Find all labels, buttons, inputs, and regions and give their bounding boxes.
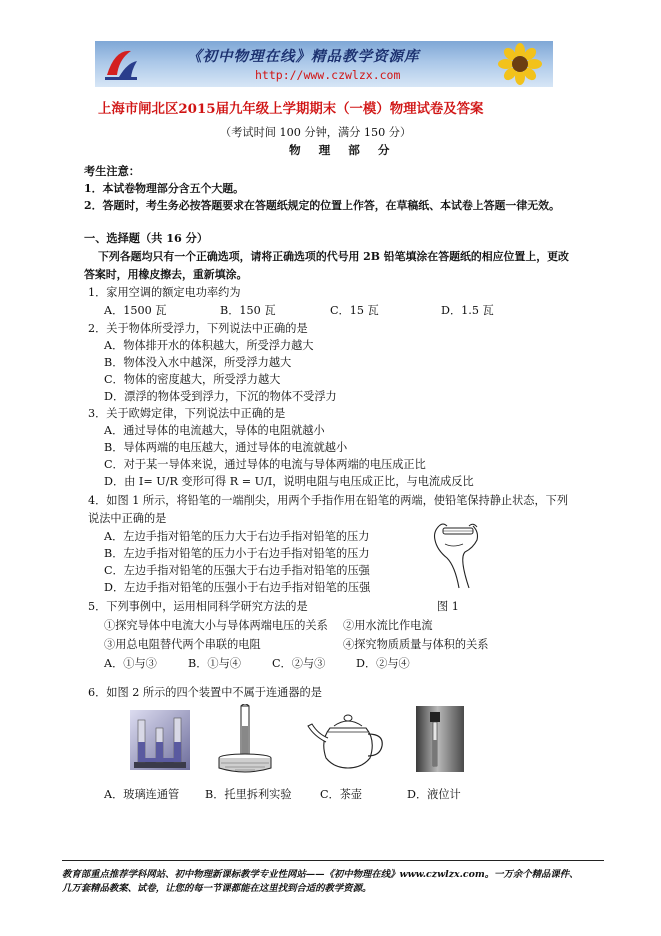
- notice-item-2: 2．答题时，考生务必按答题要求在答题纸规定的位置上作答，在草稿纸、本试卷上答题一律无效。: [84, 199, 560, 212]
- sunflower-icon: [493, 43, 547, 85]
- notice-item-1: 1．本试卷物理部分含五个大题。: [84, 182, 245, 195]
- q4-option-b: B．左边手指对铅笔的压力小于右边手指对铅笔的压力: [104, 547, 370, 560]
- q4-stem-line-2: 说法中正确的是: [88, 512, 167, 525]
- q5-item-1: ①探究导体中电流大小与导体两端电压的关系: [104, 619, 328, 632]
- figure-torricelli: [213, 704, 277, 776]
- q1-option-d: D．1.5 瓦: [441, 304, 494, 317]
- q4-option-c: C．左边手指对铅笔的压强大于右边手指对铅笔的压强: [104, 564, 370, 577]
- q2-option-d: D．漂浮的物体受到浮力，下沉的物体不受浮力: [104, 390, 337, 403]
- exam-info: （考试时间 100 分钟，满分 150 分）: [220, 126, 412, 139]
- figure-1-caption: 图 1: [437, 600, 459, 613]
- q1-option-a: A．1500 瓦: [104, 304, 167, 317]
- q3-option-b: B．导体两端的电压越大，通过导体的电流就越小: [104, 441, 348, 454]
- document-title: 上海市闸北区2015届九年级上学期期末（一模）物理试卷及答案: [98, 101, 484, 117]
- notice-heading: 考生注意：: [84, 164, 140, 178]
- q5-stem: 5．下列事例中，运用相同科学研究方法的是: [88, 600, 308, 613]
- q1-option-c: C．15 瓦: [330, 304, 379, 317]
- q4-option-d: D．左边手指对铅笔的压强小于右边手指对铅笔的压强: [104, 581, 371, 594]
- q2-stem: 2．关于物体所受浮力，下列说法中正确的是: [88, 322, 308, 335]
- q3-option-a: A．通过导体的电流越大，导体的电阻就越小: [104, 424, 325, 437]
- figure-connected-tubes: [130, 710, 190, 770]
- q1-option-b: B．150 瓦: [220, 304, 276, 317]
- q4-option-a: A．左边手指对铅笔的压力大于右边手指对铅笔的压力: [104, 530, 370, 543]
- q3-option-c: C．对于某一导体来说，通过导体的电流与导体两端的电压成正比: [104, 458, 426, 471]
- figure-teapot: [304, 712, 388, 772]
- part1-heading: 一、选择题（共 16 分）: [84, 231, 209, 245]
- q5-option-d: D．②与④: [356, 657, 410, 670]
- part1-instruction-1: 下列各题均只有一个正确选项，请将正确选项的代号用 2B 铅笔填涂在答题纸的相应位置上，更改: [98, 250, 569, 263]
- q5-option-b: B．①与④: [188, 657, 241, 670]
- q6-option-a: A．玻璃连通管: [104, 788, 180, 801]
- footer-divider: [62, 860, 604, 861]
- part1-instruction-2: 答案时，用橡皮擦去，重新填涂。: [84, 268, 248, 281]
- q2-option-a: A．物体排开水的体积越大，所受浮力越大: [104, 339, 314, 352]
- banner-title: 《初中物理在线》精品教学资源库: [187, 49, 420, 65]
- q6-option-c: C．茶壶: [320, 788, 363, 801]
- q3-option-d: D．由 I= U/R 变形可得 R = U/I，说明电阻与电压成正比，与电流成反比: [104, 475, 474, 488]
- q1-stem: 1．家用空调的额定电功率约为: [88, 286, 241, 299]
- footer-line-1: 教育部重点推荐学科网站、初中物理新课标教学专业性网站——《初中物理在线》www.czwlzx.com。一万余个精品课件、: [62, 869, 579, 880]
- q2-option-c: C．物体的密度越大，所受浮力越大: [104, 373, 281, 386]
- q5-option-a: A．①与③: [104, 657, 157, 670]
- site-logo-icon: [101, 45, 141, 83]
- q6-option-b: B．托里拆利实验: [205, 788, 292, 801]
- q6-stem: 6．如图 2 所示的四个装置中不属于连通器的是: [88, 686, 322, 699]
- q5-option-c: C．②与③: [272, 657, 326, 670]
- q4-stem-line-1: 4．如图 1 所示，将铅笔的一端削尖，用两个手指作用在铅笔的两端，使铅笔保持静止状态，下列: [88, 494, 569, 507]
- banner-url[interactable]: http://www.czwlzx.com: [255, 68, 401, 82]
- q3-stem: 3．关于欧姆定律，下列说法中正确的是: [88, 407, 286, 420]
- header-banner: [95, 41, 553, 87]
- section-title: 物 理 部 分: [289, 143, 397, 157]
- q5-item-3: ③用总电阻替代两个串联的电阻: [104, 638, 261, 651]
- q5-item-4: ④探究物质质量与体积的关系: [343, 638, 489, 651]
- footer-line-2: 几万套精品教案、试卷，让您的每一节课都能在这里找到合适的教学资源。: [62, 883, 372, 894]
- figure-1-hand-pencil: [425, 518, 483, 592]
- q5-item-2: ②用水流比作电流: [343, 619, 433, 632]
- q6-option-d: D．液位计: [407, 788, 461, 801]
- q2-option-b: B．物体没入水中越深，所受浮力越大: [104, 356, 292, 369]
- figure-level-gauge: [416, 706, 464, 772]
